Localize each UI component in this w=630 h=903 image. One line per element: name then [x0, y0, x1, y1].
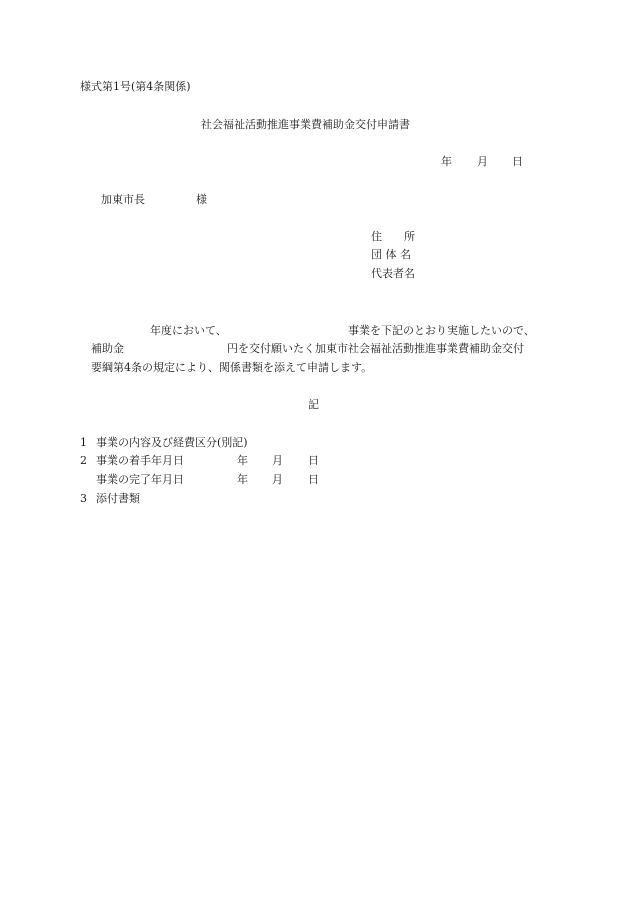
item2-end-month: 月 [272, 473, 283, 486]
item3-text: 添付書類 [96, 492, 140, 505]
applicant-representative-label: 代表者名 [371, 267, 415, 280]
form-number: 様式第1号(第4条関係) [80, 80, 191, 93]
body-line2-amount: 円を交付願いたく加東市社会福祉活動推進事業費補助金交付 [227, 342, 524, 355]
item2-end-year: 年 [237, 473, 248, 486]
item2-number: 2 [80, 454, 87, 467]
addressee-name: 加東市長 [101, 193, 145, 206]
applicant-group-label: 団 体 名 [371, 248, 411, 261]
item1-text: 事業の内容及び経費区分(別記) [96, 436, 248, 449]
item2-start-label: 事業の着手年月日 [96, 454, 184, 467]
item2-end-day: 日 [308, 473, 319, 486]
item2-end-label: 事業の完了年月日 [96, 473, 184, 486]
item2-start-month: 月 [272, 454, 283, 467]
body-line1-project: 事業を下記のとおり実施したいので、 [348, 324, 535, 337]
date-month: 月 [477, 155, 488, 168]
applicant-address-label: 住 所 [371, 230, 415, 243]
item2-start-year: 年 [237, 454, 248, 467]
body-line3: 要綱第4条の規定により、関係書類を添えて申請します。 [91, 361, 373, 374]
document-title: 社会福祉活動推進事業費補助金交付申請書 [201, 118, 410, 131]
ki-heading: 記 [308, 398, 319, 411]
date-day: 日 [512, 155, 523, 168]
body-line2-subsidy: 補助金 [91, 342, 124, 355]
body-line1-fiscal-year: 年度において、 [150, 324, 227, 337]
item2-start-day: 日 [308, 454, 319, 467]
date-year: 年 [441, 155, 452, 168]
addressee-honorific: 様 [196, 193, 207, 206]
item3-number: 3 [80, 492, 87, 505]
item1-number: 1 [80, 436, 87, 449]
